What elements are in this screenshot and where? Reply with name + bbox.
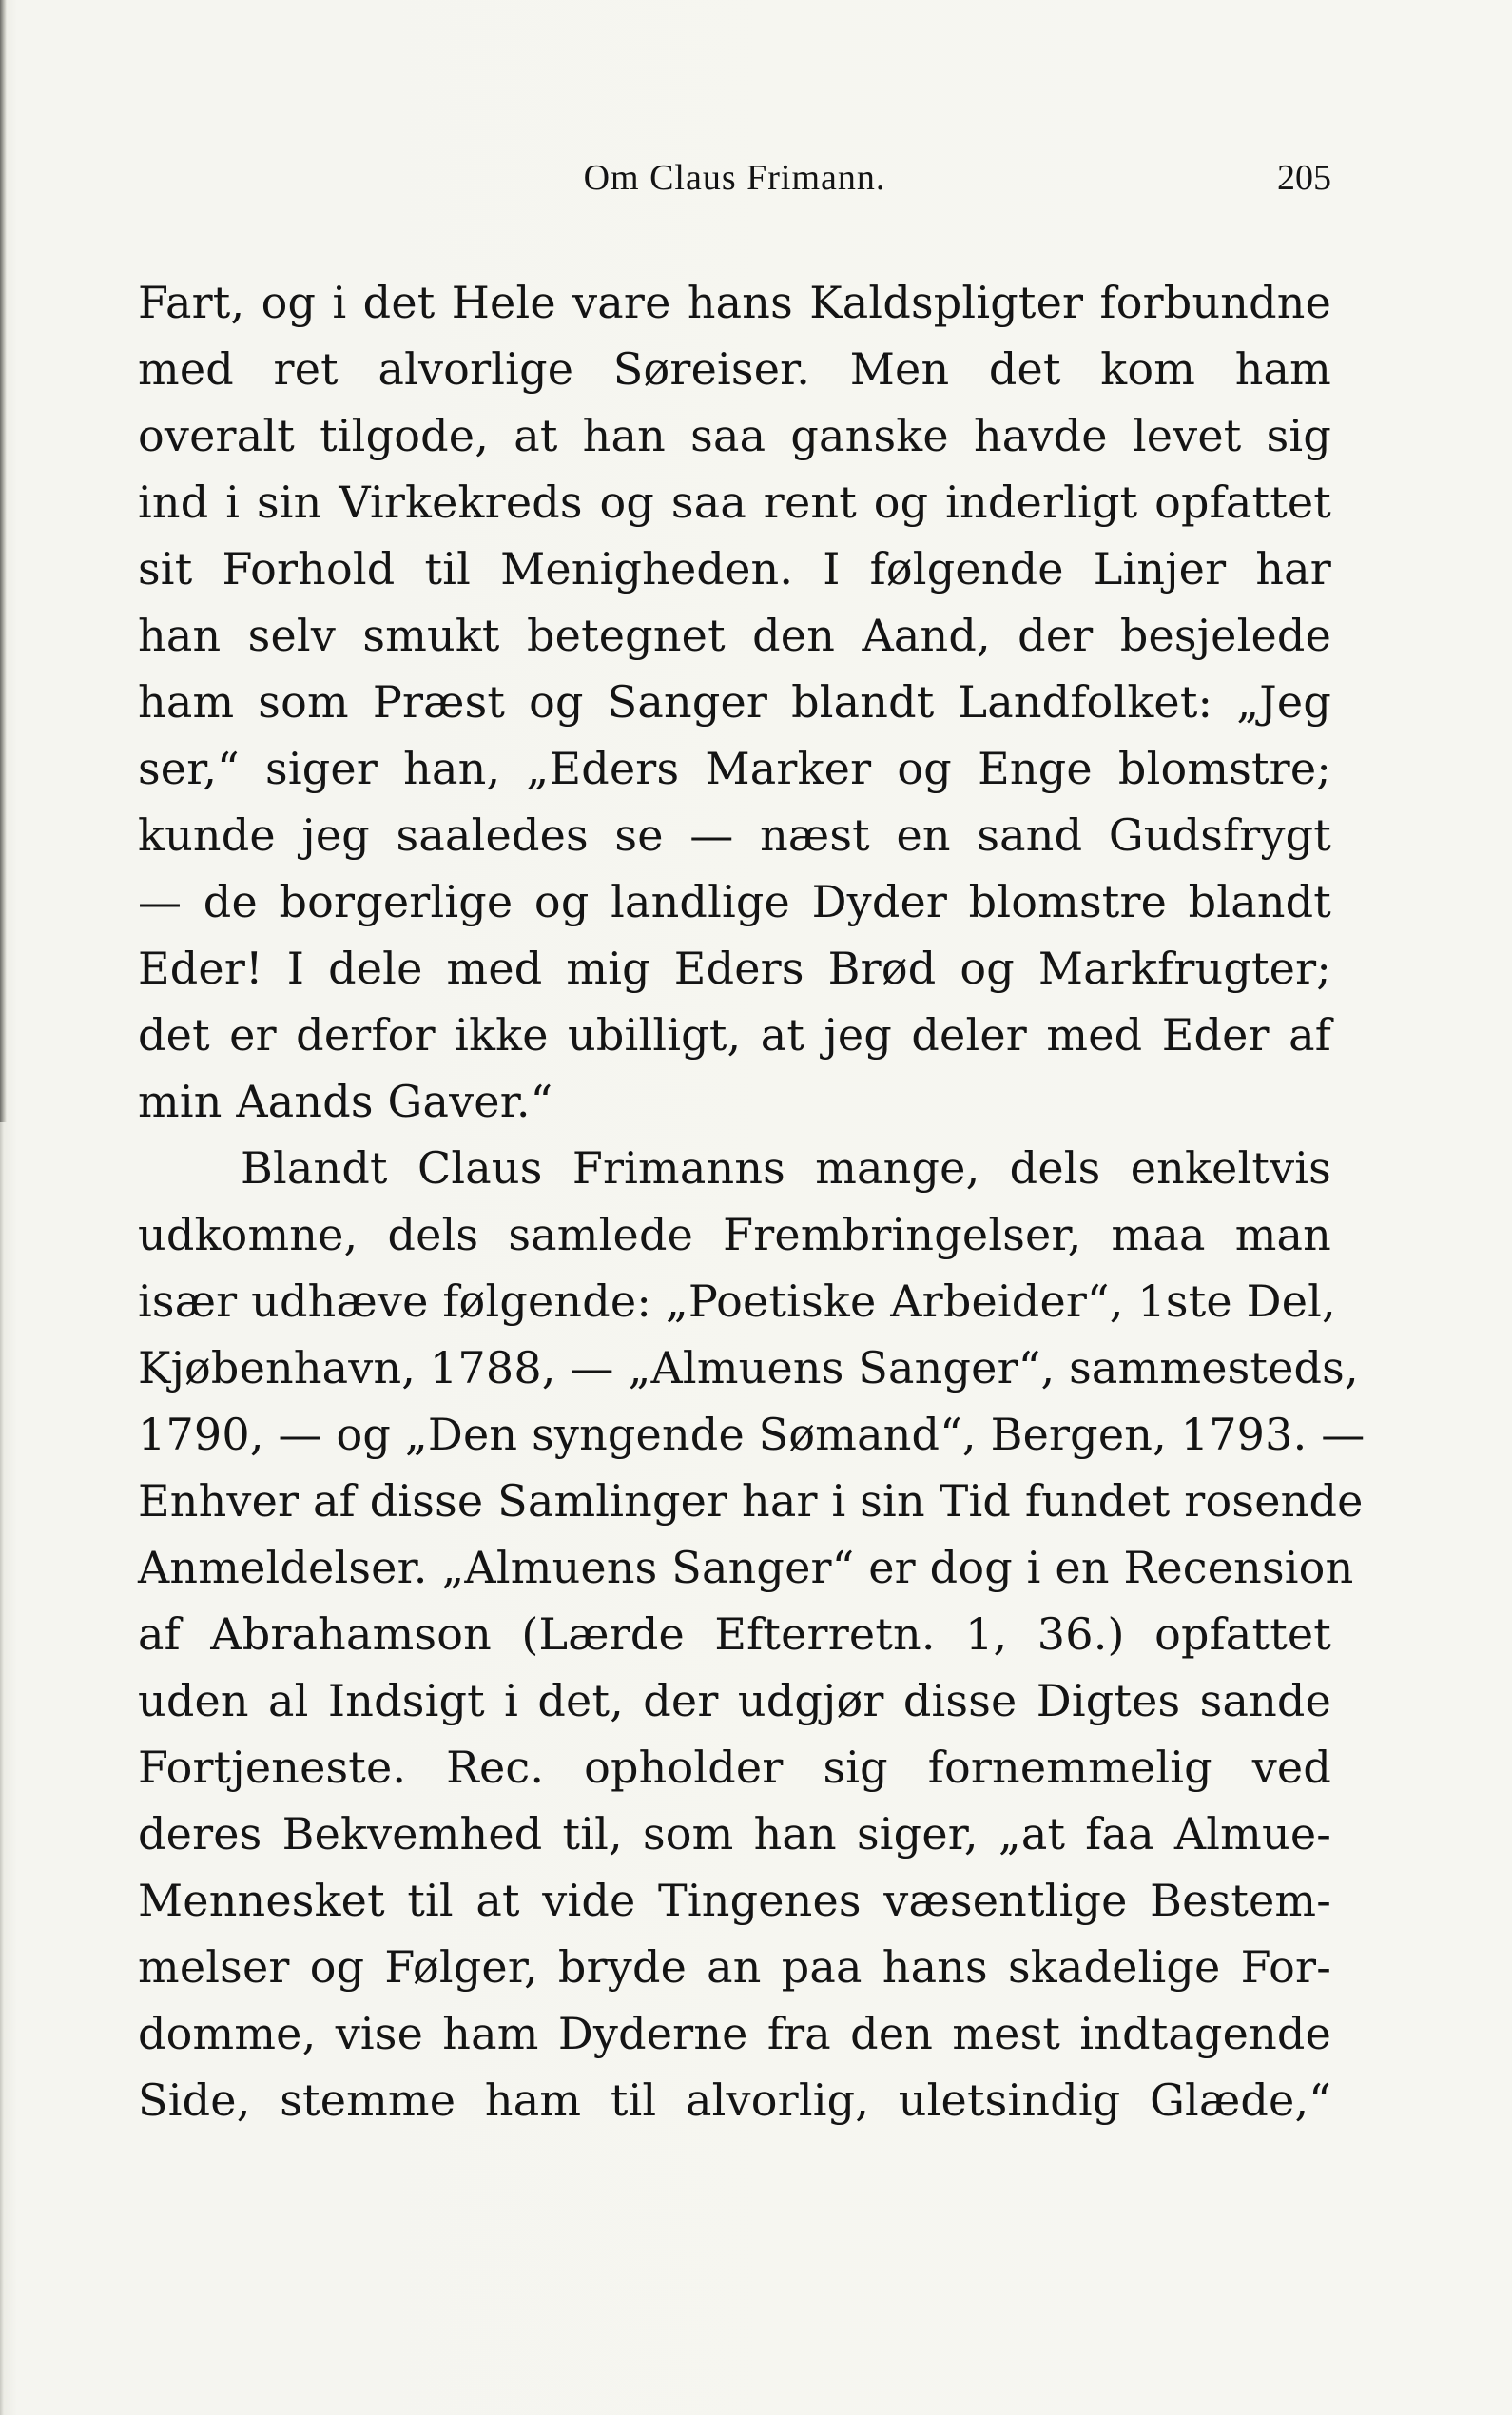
text-line: sit Forhold til Menigheden. I følgende Linjer har [138, 543, 1331, 594]
paragraph-end-line: min Aands Gaver.“ [138, 1076, 553, 1127]
text-line: Enhver af disse Samlinger har i sin Tid fundet rosende [138, 1475, 1364, 1527]
text-line: Kjøbenhavn, 1788, — „Almuens Sanger“, sammesteds, [138, 1342, 1359, 1393]
text-line: han selv smukt betegnet den Aand, der besjelede [138, 610, 1331, 661]
text-line: melser og Følger, bryde an paa hans skadelige For- [138, 1941, 1331, 1993]
text-line: deres Bekvemhed til, som han siger, „at faa Almue- [138, 1808, 1331, 1860]
text-line: Eder! I dele med mig Eders Brød og Markfrugter; [138, 943, 1331, 994]
text-line: Fortjeneste. Rec. opholder sig fornemmelig ved [138, 1742, 1331, 1793]
binding-edge-shadow [0, 0, 7, 1122]
running-title: Om Claus Frimann. [583, 158, 886, 198]
text-line: Side, stemme ham til alvorlig, uletsindig Glæde,“ [138, 2074, 1331, 2126]
text-line: Fart, og i det Hele vare hans Kaldspligter forbundne [138, 277, 1331, 328]
text-line: det er derfor ikke ubilligt, at jeg deler med Eder af [138, 1009, 1331, 1061]
text-line: af Abrahamson (Lærde Efterretn. 1, 36.) opfattet [138, 1608, 1331, 1660]
text-line: med ret alvorlige Søreiser. Men det kom ham [138, 343, 1331, 395]
binding-edge-shadow-lower [0, 1122, 4, 2415]
text-line: 1790, — og „Den syngende Sømand“, Bergen, 1793. — [138, 1409, 1366, 1460]
text-line: ham som Præst og Sanger blandt Landfolket: „Jeg [138, 676, 1331, 728]
text-line: Mennesket til at vide Tingenes væsentlige Bestem- [138, 1875, 1331, 1926]
page-number: 205 [1277, 158, 1331, 198]
text-line: udkomne, dels samlede Frembringelser, maa man [138, 1209, 1331, 1260]
text-line: overalt tilgode, at han saa ganske havde levet sig [138, 410, 1331, 461]
running-header [138, 155, 1331, 201]
text-line: ser,“ siger han, „Eders Marker og Enge blomstre; [138, 743, 1331, 794]
paragraph-first-line: Blandt Claus Frimanns mange, dels enkeltvis [241, 1142, 1331, 1194]
text-line: — de borgerlige og landlige Dyder blomstre blandt [138, 876, 1331, 927]
text-line: uden al Indsigt i det, der udgjør disse Digtes sande [138, 1675, 1331, 1726]
text-line: Anmeldelser. „Almuens Sanger“ er dog i en Recension [138, 1542, 1354, 1593]
text-line: domme, vise ham Dyderne fra den mest indtagende [138, 2008, 1331, 2059]
body-text [138, 274, 1366, 2138]
text-line: især udhæve følgende: „Poetiske Arbeider“, 1ste Del, [138, 1276, 1336, 1327]
text-line: ind i sin Virkekreds og saa rent og inderligt opfattet [138, 477, 1331, 528]
text-line: kunde jeg saaledes se — næst en sand Gudsfrygt [138, 809, 1331, 861]
